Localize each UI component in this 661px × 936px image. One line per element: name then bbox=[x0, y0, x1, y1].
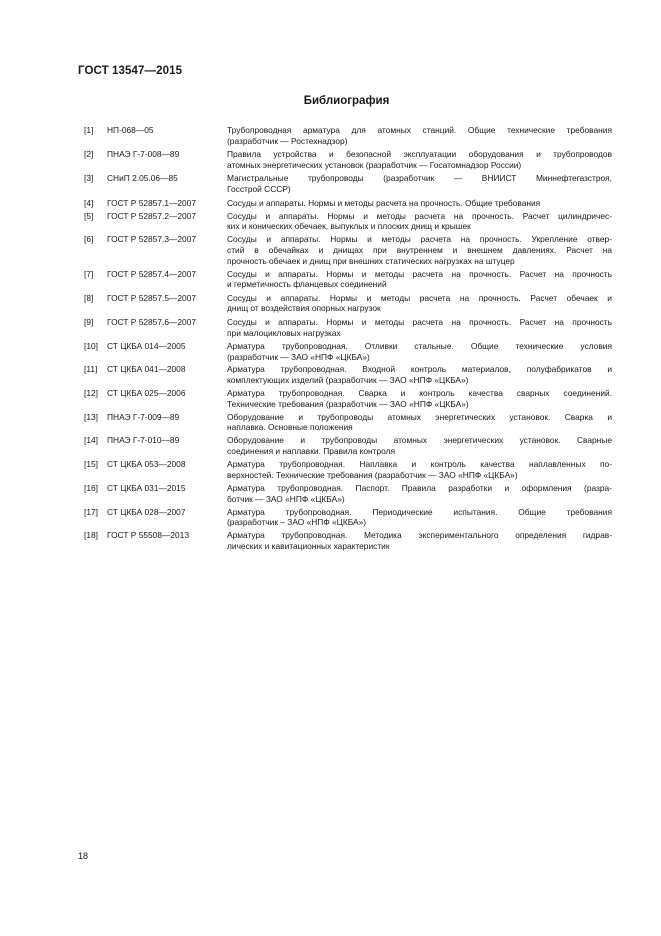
entry-description-line: ботчик — ЗАО «НПФ «ЦКБА») bbox=[227, 493, 345, 504]
entry-number: [15] bbox=[84, 459, 98, 470]
entry-description bbox=[227, 317, 612, 339]
entry-number: [16] bbox=[84, 482, 98, 493]
entry-description-line: ких и конических обечаек, выпуклых и плоских днищ и крышек bbox=[227, 221, 471, 232]
entry-description-line: Сосуды и аппараты. Нормы и методы расчета на прочность. Расчет на прочность bbox=[227, 316, 612, 327]
bibliography-entry bbox=[84, 234, 612, 266]
entry-code: ГОСТ Р 52857.2—2007 bbox=[107, 210, 196, 221]
entry-description bbox=[227, 149, 612, 171]
entry-description bbox=[227, 459, 612, 481]
entry-number: [14] bbox=[84, 435, 98, 446]
entry-number: [12] bbox=[84, 388, 98, 399]
entry-description-line: Сосуды и аппараты. Нормы и методы расчета на прочность. Общие требования bbox=[227, 197, 541, 208]
bibliography-entry bbox=[84, 293, 612, 315]
page-number: 18 bbox=[78, 851, 89, 861]
entry-description bbox=[227, 211, 612, 233]
entry-description-line: (разработчик — Ростехнадзор) bbox=[227, 135, 348, 146]
entry-code: СТ ЦКБА 053—2008 bbox=[107, 459, 186, 470]
entry-description bbox=[227, 412, 612, 434]
entry-description-line: Трубопроводная арматура для атомных станций. Общие технические требования bbox=[227, 125, 612, 135]
entry-description-line: Госстрой СССР) bbox=[227, 183, 291, 194]
entry-description bbox=[227, 173, 612, 195]
entry-number: [9] bbox=[84, 316, 94, 327]
bibliography-entry bbox=[84, 435, 612, 457]
entry-code: СТ ЦКБА 014—2005 bbox=[107, 340, 186, 351]
entry-description bbox=[227, 364, 612, 386]
entry-number: [7] bbox=[84, 268, 94, 279]
entry-number: [17] bbox=[84, 506, 98, 517]
entry-description-line: (разработчик — ЗАО «НПФ «ЦКБА») bbox=[227, 351, 370, 362]
entry-description-line: Арматура трубопроводная. Паспорт. Правила разработки и оформления (разра- bbox=[227, 482, 612, 493]
entry-code: СТ ЦКБА 028—2007 bbox=[107, 506, 186, 517]
entry-description-line: Магистральные трубопроводы (разработчик — ВНИИСТ Миннефтегазстроя, bbox=[227, 173, 612, 184]
bibliography-entry bbox=[84, 507, 612, 529]
bibliography-entry bbox=[84, 341, 612, 363]
bibliography-entry bbox=[84, 211, 612, 233]
entry-number: [2] bbox=[84, 149, 94, 160]
entry-number: [10] bbox=[84, 340, 98, 351]
entry-code: НП-068—05 bbox=[107, 125, 154, 135]
bibliography-entry bbox=[84, 483, 612, 505]
entry-description-line: Арматура трубопроводная. Входной контроль материалов, полуфабрикатов и bbox=[227, 364, 612, 375]
entry-description-line: Сосуды и аппараты. Нормы и методы расчета на прочность. Расчет цилиндричес- bbox=[227, 210, 612, 221]
entry-description bbox=[227, 293, 612, 315]
entry-number: [11] bbox=[84, 364, 98, 375]
entry-description-line: стий в обечайках и днищах при внутреннем и внешнем давлениях. Расчет на bbox=[227, 244, 612, 255]
entry-description-line: Технические требования (разработчик — ЗАО «НПФ «ЦКБА») bbox=[227, 398, 469, 409]
entry-description-line: лических и кавитационных характеристик bbox=[227, 540, 390, 551]
document-header: ГОСТ 13547—2015 bbox=[78, 65, 183, 77]
entry-description-line: Арматура трубопроводная. Сварка и контроль качества сварных соединений. bbox=[227, 388, 612, 399]
entry-description bbox=[227, 530, 612, 552]
entry-description-line: Арматура трубопроводная. Периодические испытания. Общие требования bbox=[227, 506, 612, 517]
entry-description-line: верхностей. Технические требования (разработчик — ЗАО «НПФ «ЦКБА») bbox=[227, 470, 518, 481]
entry-description-line: Оборудование и трубопроводы атомных энергетических установок. Сварные bbox=[227, 435, 612, 446]
entry-number: [6] bbox=[84, 234, 94, 245]
entry-description bbox=[227, 198, 612, 209]
entry-code: ГОСТ Р 52857.6—2007 bbox=[107, 316, 196, 327]
entry-code: ПНАЭ Г-7-008—89 bbox=[107, 149, 180, 160]
entry-description-line: Сосуды и аппараты. Нормы и методы расчета на прочность. Укрепление отвер- bbox=[227, 234, 612, 245]
entry-description bbox=[227, 269, 612, 291]
entry-code: ПНАЭ Г-7-009—89 bbox=[107, 411, 180, 422]
bibliography-entry bbox=[84, 173, 612, 195]
entry-description-line: атомных энергетических установок (разработчик — Госатомнадзор России) bbox=[227, 159, 522, 170]
entry-description-line: наплавка. Основные положения bbox=[227, 422, 353, 433]
entry-description bbox=[227, 125, 612, 147]
entry-code: СТ ЦКБА 031—2015 bbox=[107, 482, 186, 493]
entry-description-line: Правила устройства и безопасной эксплуатации оборудования и трубопроводов bbox=[227, 149, 612, 160]
bibliography-entry bbox=[84, 269, 612, 291]
entry-description-line: прочность обечаек и днищ при внешних статических нагрузках на штуцер bbox=[227, 255, 515, 266]
entry-description-line: Сосуды и аппараты. Нормы и методы расчета на прочность. Расчет обечаек и bbox=[227, 292, 612, 303]
entry-code: ГОСТ Р 52857.5—2007 bbox=[107, 292, 196, 303]
entry-code: СТ ЦКБА 025—2006 bbox=[107, 388, 186, 399]
entry-description-line: и герметичность фланцевых соединений bbox=[227, 279, 387, 290]
entry-code: ГОСТ Р 52857.1—2007 bbox=[107, 197, 196, 208]
section-title: Библиография bbox=[303, 95, 390, 107]
entry-description-line: Арматура трубопроводная. Методика экспериментального определения гидрав- bbox=[227, 530, 612, 541]
bibliography-entry bbox=[84, 149, 612, 171]
entry-description bbox=[227, 483, 612, 505]
entry-description bbox=[227, 507, 612, 529]
entry-number: [18] bbox=[84, 530, 98, 541]
entry-description-line: при малоцикловых нагрузках bbox=[227, 327, 341, 338]
bibliography-entry bbox=[84, 459, 612, 481]
bibliography-entry bbox=[84, 317, 612, 339]
entry-number: [4] bbox=[84, 197, 94, 208]
entry-number: [3] bbox=[84, 173, 94, 184]
bibliography-entry bbox=[84, 125, 612, 147]
entry-description-line: днищ от воздействия опорных нагрузок bbox=[227, 303, 381, 314]
entry-description bbox=[227, 341, 612, 363]
entry-number: [8] bbox=[84, 292, 94, 303]
bibliography-entry bbox=[84, 388, 612, 410]
entry-description-line: (разработчик – ЗАО «НПФ «ЦКБА») bbox=[227, 517, 367, 528]
entry-description-line: соединения и наплавки. Правила контроля bbox=[227, 446, 396, 457]
entry-code: СНиП 2.05.06—85 bbox=[107, 173, 178, 184]
entry-code: СТ ЦКБА 041—2008 bbox=[107, 364, 186, 375]
entry-code: ГОСТ Р 55508—2013 bbox=[107, 530, 189, 541]
entry-code: ГОСТ Р 52857.3—2007 bbox=[107, 234, 196, 245]
bibliography-entry bbox=[84, 412, 612, 434]
bibliography-entry bbox=[84, 364, 612, 386]
entry-number: [1] bbox=[84, 125, 94, 135]
entry-number: [13] bbox=[84, 411, 98, 422]
entry-number: [5] bbox=[84, 210, 94, 221]
entry-description bbox=[227, 388, 612, 410]
entry-description-line: комплектующих изделий (разработчик — ЗАО «НПФ «ЦКБА») bbox=[227, 375, 469, 386]
bibliography-entry bbox=[84, 530, 612, 552]
entry-description-line: Арматура трубопроводная. Отливки стальные. Общие технические условия bbox=[227, 340, 612, 351]
entry-code: ПНАЭ Г-7-010—89 bbox=[107, 435, 180, 446]
entry-description bbox=[227, 234, 612, 266]
bibliography-list bbox=[84, 123, 612, 552]
entry-description-line: Оборудование и трубопроводы атомных энергетических установок. Сварка и bbox=[227, 411, 612, 422]
entry-code: ГОСТ Р 52857.4—2007 bbox=[107, 268, 196, 279]
entry-description-line: Арматура трубопроводная. Наплавка и контроль качества наплавленных по- bbox=[227, 459, 612, 470]
entry-description bbox=[227, 435, 612, 457]
bibliography-entry bbox=[84, 198, 612, 209]
entry-description-line: Сосуды и аппараты. Нормы и методы расчета на прочность. Расчет на прочность bbox=[227, 268, 612, 279]
